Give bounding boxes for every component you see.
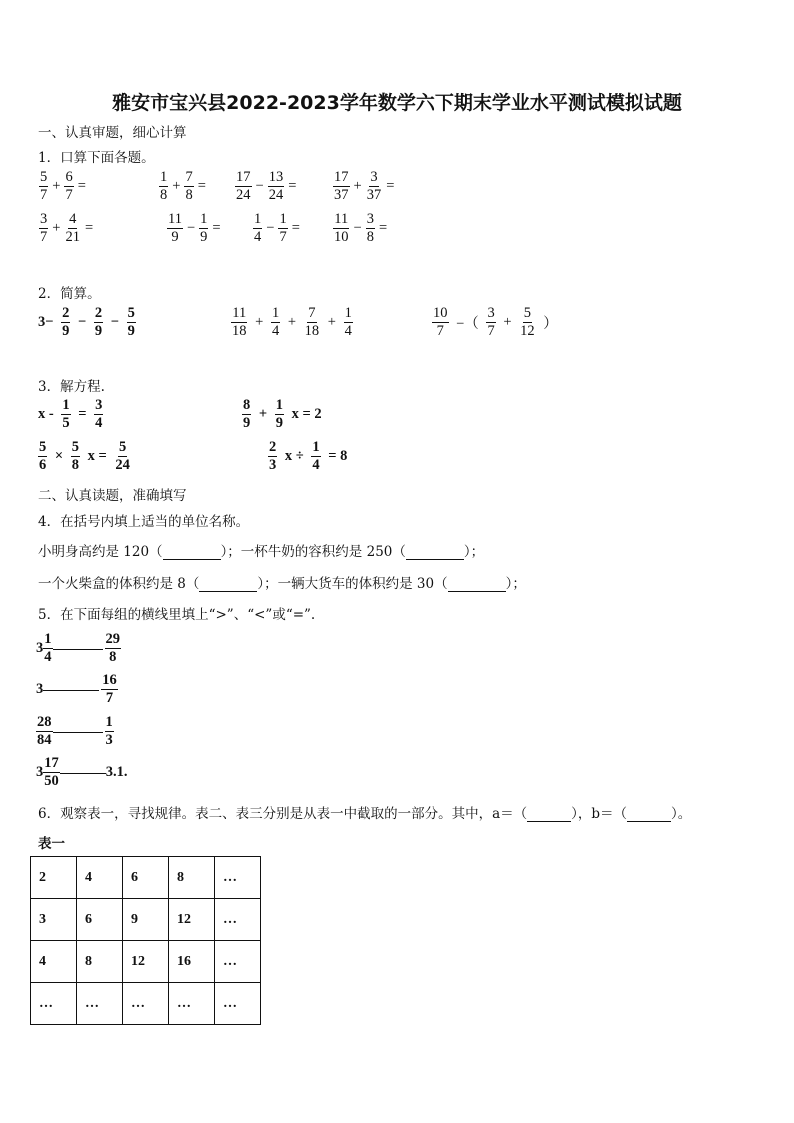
answer-blank[interactable]: [199, 591, 257, 592]
oral-calc-item: $\frac{3}{7}$ + $\frac{4}{21}$ =: [40, 211, 94, 246]
table-cell: …: [169, 983, 215, 1025]
question-4-line-1: 小明身高约是 120（ ）；一杯牛奶的容积约是 250（ ）；: [38, 544, 485, 560]
equation-4: $\frac{2}{3}$ x ÷ $\frac{1}{4}$ = 8: [269, 439, 348, 474]
equation-1: x - $\frac{1}{5}$ = $\frac{3}{4}$: [38, 397, 103, 432]
equation-3: $\frac{5}{6}$ × $\frac{5}{8}$ x = $\frac{5}{24}$: [39, 439, 130, 474]
compare-row-1: 3 $\frac{1}{4}$ $\frac{29}{8}$: [36, 631, 120, 666]
compare-blank[interactable]: [53, 648, 103, 650]
oral-calc-item: $\frac{11}{9}$ − $\frac{1}{9}$ =: [168, 211, 221, 246]
simplify-expression-3: $\frac{10}{7}$ −（ $\frac{3}{7}$ + $\frac{5}{12}$ ）: [433, 305, 558, 340]
answer-blank[interactable]: [448, 591, 506, 592]
table-cell: 12: [123, 941, 169, 983]
compare-blank[interactable]: [60, 772, 106, 774]
table-cell: …: [77, 983, 123, 1025]
question-2-label: 2．简算。: [38, 286, 101, 302]
answer-blank-b[interactable]: [627, 821, 671, 822]
table-cell: 16: [169, 941, 215, 983]
table-title: 表一: [38, 836, 65, 852]
oral-calc-item: $\frac{17}{37}$ + $\frac{3}{37}$ =: [334, 169, 395, 204]
oral-calc-item: $\frac{5}{7}$ + $\frac{6}{7}$ =: [40, 169, 86, 204]
table-cell: 4: [77, 857, 123, 899]
table-cell: 8: [169, 857, 215, 899]
simplify-expression-1: 3− $\frac{2}{9}$ − $\frac{2}{9}$ − $\frac{5}{9}$: [38, 305, 135, 340]
equation-2: $\frac{8}{9}$ + $\frac{1}{9}$ x = 2: [243, 397, 322, 432]
table-cell: 9: [123, 899, 169, 941]
table-row: [31, 899, 261, 941]
section-heading-2: 二、认真读题，准确填写: [38, 488, 187, 504]
table-cell: …: [215, 983, 261, 1025]
table-row: [31, 941, 261, 983]
table-cell: 6: [77, 899, 123, 941]
table-cell: …: [123, 983, 169, 1025]
answer-blank[interactable]: [406, 559, 464, 560]
compare-row-3: $\frac{28}{84}$ $\frac{1}{3}$: [37, 714, 113, 749]
table-cell: 2: [31, 857, 77, 899]
question-3-label: 3．解方程.: [38, 379, 105, 395]
simplify-expression-2: $\frac{11}{18}$ + $\frac{1}{4}$ + $\frac{7}{18}$ + $\frac{1}{4}$: [232, 305, 352, 340]
pattern-table: [30, 856, 261, 1025]
table-cell: 12: [169, 899, 215, 941]
oral-calc-item: $\frac{11}{10}$ − $\frac{3}{8}$ =: [334, 211, 388, 246]
compare-row-4: 3 $\frac{17}{50}$ 3.1.: [36, 755, 128, 790]
table-cell: …: [215, 857, 261, 899]
question-6-label: 6．观察表一，寻找规律。表二、表三分别是从表一中截取的一部分。其中，a＝（ ），b＝（ ）。: [38, 806, 692, 822]
compare-blank[interactable]: [43, 689, 99, 691]
answer-blank-a[interactable]: [527, 821, 571, 822]
answer-blank[interactable]: [163, 559, 221, 560]
table-cell: …: [215, 899, 261, 941]
oral-calc-item: $\frac{1}{4}$ − $\frac{1}{7}$ =: [254, 211, 300, 246]
table-cell: 3: [31, 899, 77, 941]
table-cell: 6: [123, 857, 169, 899]
compare-row-2: 3 $\frac{16}{7}$: [36, 672, 117, 707]
table-row: [31, 857, 261, 899]
oral-calc-item: $\frac{1}{8}$ + $\frac{7}{8}$ =: [160, 169, 206, 204]
question-4-label: 4．在括号内填上适当的单位名称。: [38, 514, 250, 530]
oral-calc-item: $\frac{17}{24}$ − $\frac{13}{24}$ =: [236, 169, 297, 204]
compare-blank[interactable]: [53, 731, 103, 733]
question-4-line-2: 一个火柴盒的体积约是 8（ ）；一辆大货车的体积约是 30（ ）；: [38, 576, 526, 592]
table-cell: 8: [77, 941, 123, 983]
question-5-label: 5．在下面每组的横线里填上“>”、“<”或“=”.: [38, 607, 316, 623]
section-heading-1: 一、认真审题，细心计算: [38, 125, 187, 141]
question-1-label: 1．口算下面各题。: [38, 150, 155, 166]
table-row: [31, 983, 261, 1025]
table-cell: …: [31, 983, 77, 1025]
table-cell: …: [215, 941, 261, 983]
page-title: 雅安市宝兴县2022-2023学年数学六下期末学业水平测试模拟试题: [112, 92, 682, 114]
table-cell: 4: [31, 941, 77, 983]
